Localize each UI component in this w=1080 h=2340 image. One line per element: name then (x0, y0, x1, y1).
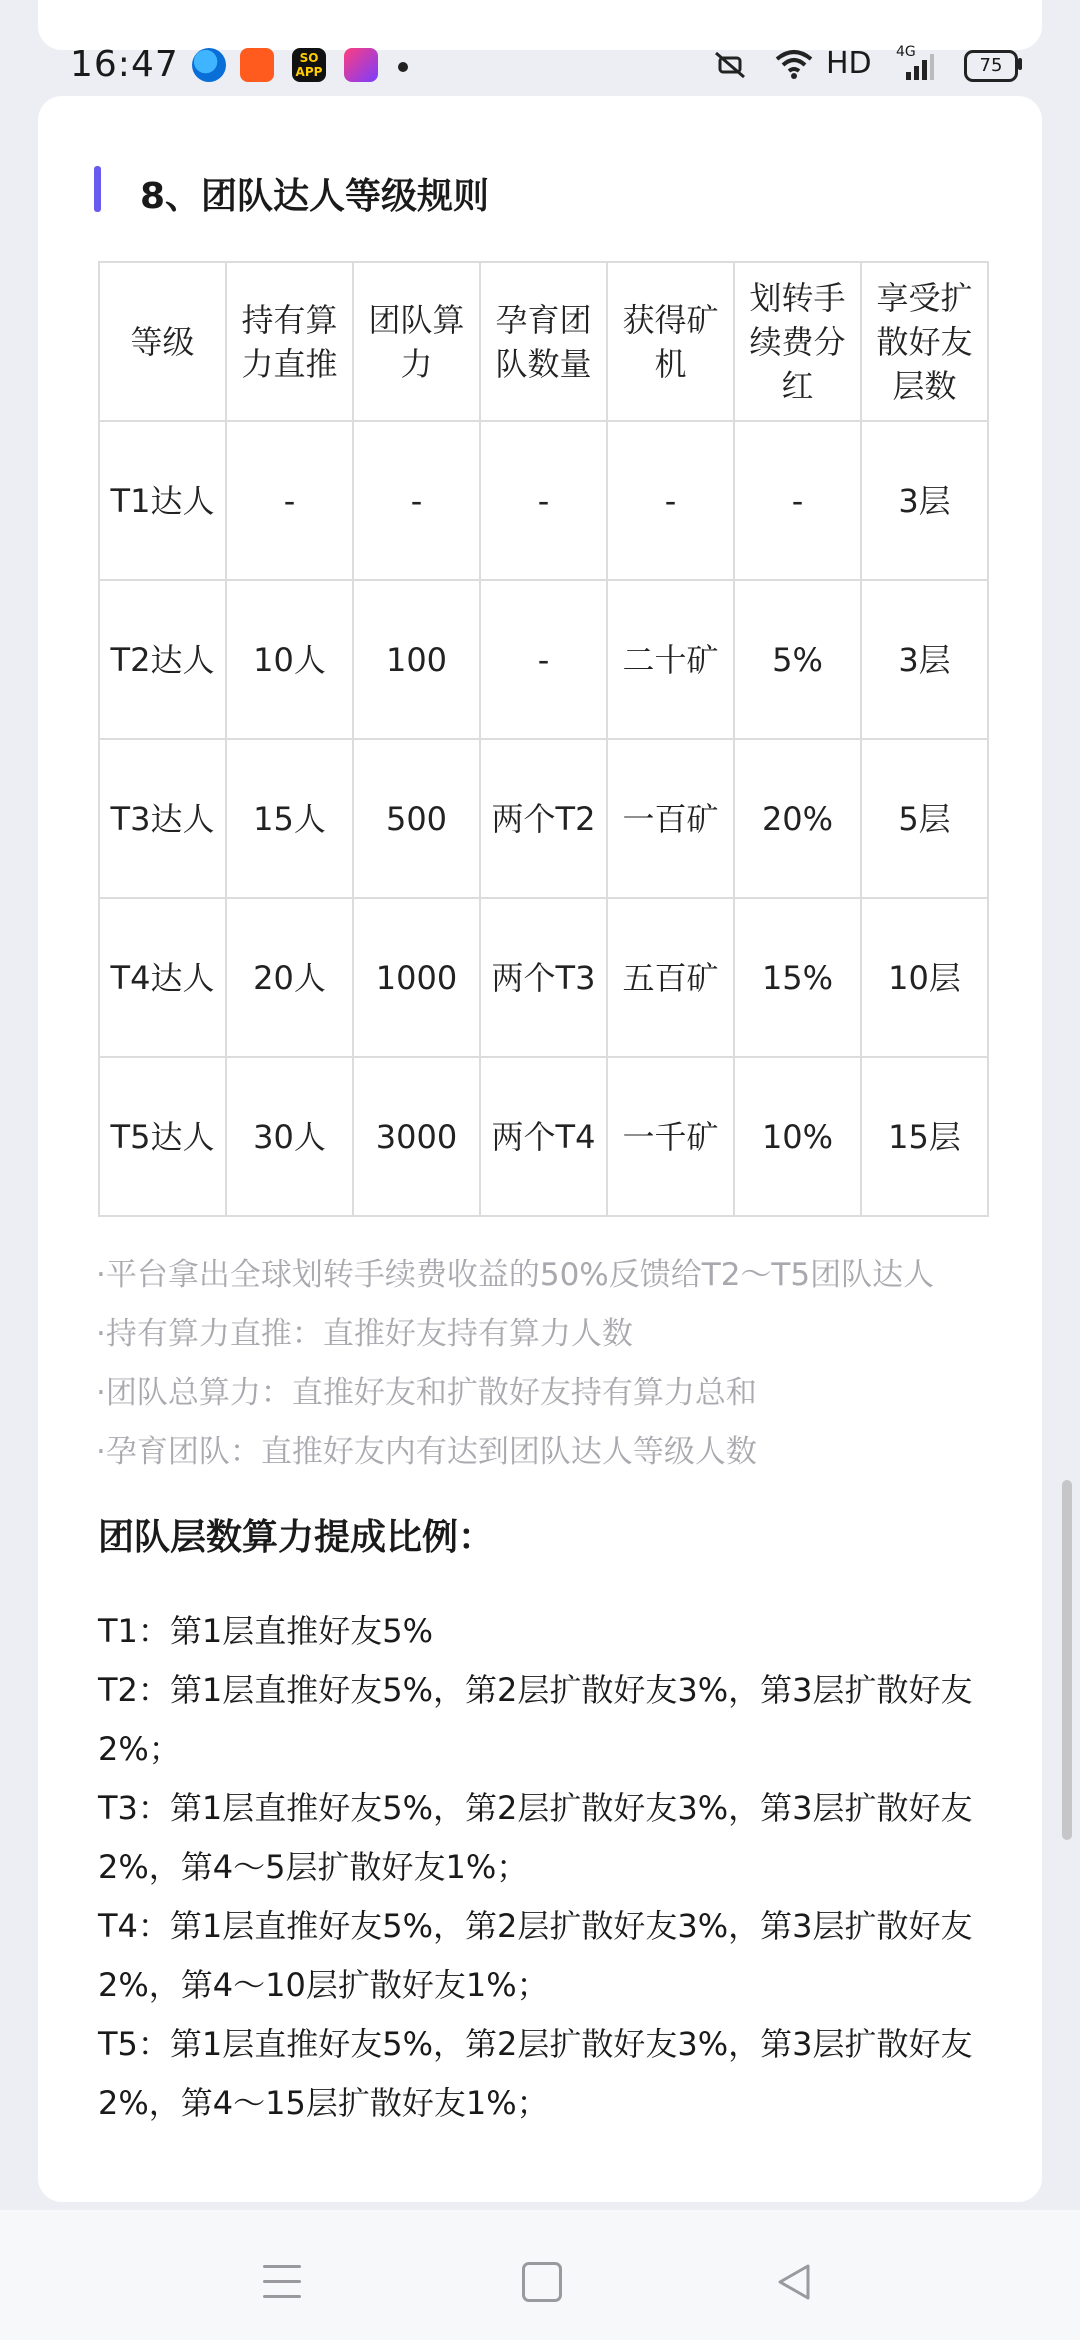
heading-accent-bar (94, 166, 101, 212)
kuaishou-icon (240, 48, 274, 82)
list-item: T3：第1层直推好友5%，第2层扩散好友3%，第3层扩散好友2%，第4～5层扩散好友1%； (98, 1789, 973, 1886)
table-cell: 100 (353, 580, 480, 739)
table-cell: - (353, 421, 480, 580)
list-item: T5：第1层直推好友5%，第2层扩散好友3%，第3层扩散好友2%，第4～15层扩散好友1%； (98, 2025, 973, 2122)
signal-type-label: 4G (896, 44, 916, 60)
table-notes (96, 1246, 934, 1482)
table-cell: T5达人 (99, 1057, 226, 1216)
table-cell: 10% (734, 1057, 861, 1216)
table-header-cell: 持有算力直推 (226, 262, 353, 421)
ratio-list (98, 1602, 998, 2133)
note-line: ·孕育团队：直推好友内有达到团队达人等级人数 (96, 1434, 757, 1470)
table-cell: - (734, 421, 861, 580)
table-cell: 20% (734, 739, 861, 898)
scrollbar[interactable] (1062, 1480, 1072, 1840)
table-cell: 10层 (861, 898, 988, 1057)
table-cell: T2达人 (99, 580, 226, 739)
browser-icon (192, 48, 226, 82)
table-row (99, 739, 988, 898)
network-type-label: HD (826, 46, 872, 81)
table-cell: - (607, 421, 734, 580)
home-icon[interactable] (522, 2262, 562, 2302)
table-cell: 两个T3 (480, 898, 607, 1057)
list-item: T2：第1层直推好友5%，第2层扩散好友3%，第3层扩散好友2%； (98, 1671, 973, 1768)
video-icon (344, 48, 378, 82)
table-row (99, 1057, 988, 1216)
table-cell: T4达人 (99, 898, 226, 1057)
mute-icon (712, 50, 748, 80)
table-cell: 15% (734, 898, 861, 1057)
note-line: ·持有算力直推：直推好友持有算力人数 (96, 1316, 633, 1352)
ratio-section-title: 团队层数算力提成比例： (98, 1517, 495, 1558)
table-cell: 二十矿 (607, 580, 734, 739)
table-cell: 五百矿 (607, 898, 734, 1057)
list-item: T4：第1层直推好友5%，第2层扩散好友3%，第3层扩散好友2%，第4～10层扩散好友1%； (98, 1907, 973, 2004)
table-cell: 500 (353, 739, 480, 898)
table-cell: 一千矿 (607, 1057, 734, 1216)
table-cell: 10人 (226, 580, 353, 739)
table-cell: 3层 (861, 421, 988, 580)
table-row (99, 898, 988, 1057)
battery-icon (964, 50, 1018, 82)
table-cell: - (480, 580, 607, 739)
table-cell: 两个T2 (480, 739, 607, 898)
table-cell: T1达人 (99, 421, 226, 580)
table-cell: 15层 (861, 1057, 988, 1216)
list-item: T1：第1层直推好友5% (98, 1612, 434, 1650)
table-header-cell: 团队算力 (353, 262, 480, 421)
table-cell: - (226, 421, 353, 580)
back-icon[interactable] (772, 2260, 816, 2304)
table-cell: 1000 (353, 898, 480, 1057)
navigation-bar (0, 2210, 1080, 2340)
battery-level: 75 (979, 55, 1003, 76)
table-header-row (99, 262, 988, 421)
battery-tip (1018, 58, 1022, 70)
table-cell: T3达人 (99, 739, 226, 898)
table-cell: 一百矿 (607, 739, 734, 898)
level-rules-table (98, 261, 989, 1217)
table-cell: 两个T4 (480, 1057, 607, 1216)
table-row (99, 580, 988, 739)
table-cell: 3000 (353, 1057, 480, 1216)
table-cell: - (480, 421, 607, 580)
table-header-cell: 获得矿机 (607, 262, 734, 421)
wifi-icon (774, 48, 814, 80)
note-line: ·平台拿出全球划转手续费收益的50%反馈给T2～T5团队达人 (96, 1257, 935, 1293)
table-cell: 30人 (226, 1057, 353, 1216)
table-cell: 20人 (226, 898, 353, 1057)
section-title: 8、团队达人等级规则 (140, 176, 490, 217)
table-cell: 5% (734, 580, 861, 739)
table-cell: 3层 (861, 580, 988, 739)
notification-dot-icon (398, 62, 408, 72)
status-bar (0, 40, 1080, 96)
note-line: ·团队总算力：直推好友和扩散好友持有算力总和 (96, 1375, 757, 1411)
signal-icon (904, 54, 934, 80)
table-cell: 15人 (226, 739, 353, 898)
table-header-cell: 孕育团队数量 (480, 262, 607, 421)
table-row (99, 421, 988, 580)
table-header-cell: 划转手续费分红 (734, 262, 861, 421)
table-cell: 5层 (861, 739, 988, 898)
content-card (38, 96, 1042, 2202)
table-header-cell: 等级 (99, 262, 226, 421)
menu-icon[interactable] (263, 2265, 301, 2299)
table-header-cell: 享受扩散好友层数 (861, 262, 988, 421)
status-time: 16:47 (70, 44, 179, 85)
soapp-icon: SO APP (292, 48, 326, 82)
